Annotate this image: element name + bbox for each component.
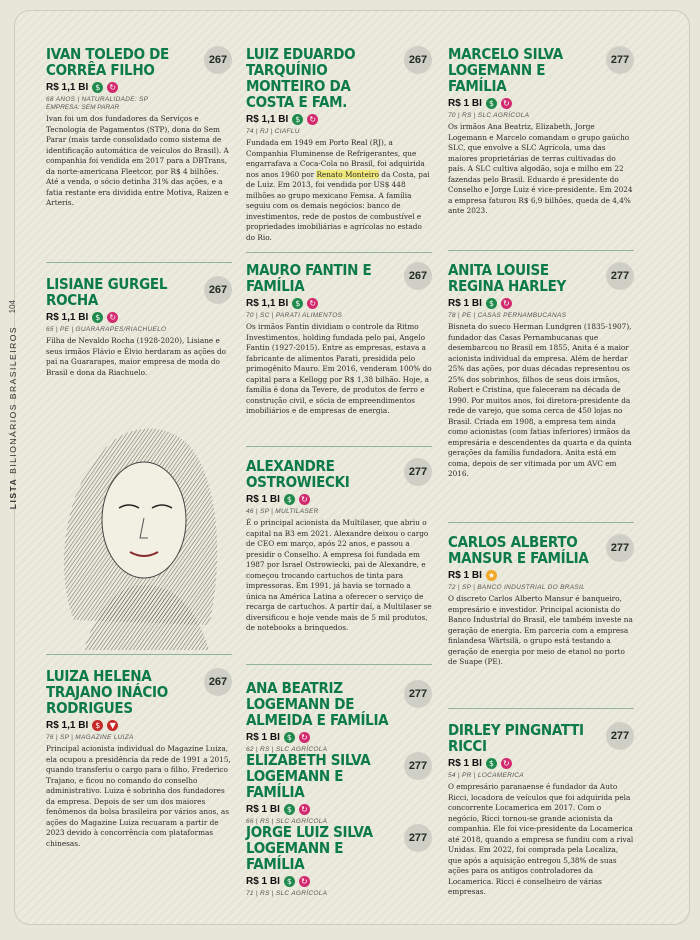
entry-name: JORGE LUIZ SILVA LOGEMANN E FAMÍLIA	[246, 823, 373, 873]
entry-jorge-logemann	[246, 824, 432, 897]
portrait-illustration	[44, 400, 234, 650]
entry-bio: O discreto Carlos Alberto Mansur é banqueiro, empresário e investidor. Principal acionista do Banco Industrial do Brasil, ele também investe na geração de energia. Em parceria com a empresa finlandesa Wärtsilä, o grupo está testando a geração de energia por meio de etanol no porto de Suape (PE).	[448, 594, 633, 666]
net-worth: R$ 1,1 BI	[46, 82, 89, 93]
dollar-icon: $	[486, 758, 497, 769]
entry-meta: 71 | RS | SLC AGRÍCOLA	[246, 890, 328, 897]
net-worth: R$ 1,1 BI	[46, 720, 89, 731]
inheritance-icon: ↻	[501, 758, 512, 769]
entry-name: LISIANE GURGEL ROCHA	[46, 275, 168, 309]
dollar-icon: $	[284, 494, 295, 505]
net-worth: R$ 1 BI	[246, 876, 280, 887]
dollar-icon: $	[292, 114, 303, 125]
entry-bio: Os irmãos Fantin dividiam o controle da Ritmo Investimentos, holding fundada pelo pai, Angelo Fantin (1927-2015). Entre as empresas, estava a fabricante de alimentos Parati, presidida pelo primogênito Mauro. Em 2016, venderam 100% do capital para a Kellogg por R$ 1,38 bilhão. Hoje, a família é dona da Tevere, de produtos de ferro e construção civil, e sócia de empreendimentos imobiliários e de empresas de energia.	[246, 322, 432, 415]
entry-name: DIRLEY PINGNATTI RICCI	[448, 721, 584, 755]
entry-meta: 65 | PE | GUARARAPES/RIACHUELO	[46, 326, 167, 333]
net-worth: R$ 1 BI	[448, 298, 482, 309]
entry-ana-beatriz-logemann	[246, 680, 432, 753]
dollar-icon: $	[92, 720, 103, 731]
entry-bio: Fundada em 1949 em Porto Real (RJ), a Companhia Fluminense de Refrigerantes, que engarrafava a Coca-Cola no Brasil, foi adquirida nos anos 1960 por Renato Monteiro da Costa, pai de Luiz. Em 2013, foi vendida por US$ 448 milhões ao grupo mexicano Femsa. A família seguiu com os demais negócios: banco de investimentos, rede de postos de combustível e propriedades imobiliárias e agrícolas no estado do Rio.	[246, 138, 430, 242]
entry-bio: Os irmãos Ana Beatriz, Elizabeth, Jorge Logemann e Marcelo comandam o grupo gaúcho SLC, que envolve a SLC Agrícola, uma das maiores proprietárias de terras cultivadas do país. A SLC cultiva algodão, soja e milho em 22 fazendas pelo Brasil. Eduardo é presidente do Conselho e Jorge Luiz é vice-presidente. Em 2024 a empresa faturou R$ 6,9 bilhões, queda de 4,4% ante 2023.	[448, 122, 633, 215]
entry-bio: Filha de Nevaldo Rocha (1928-2020), Lisiane e seus irmãos Flávio e Élvio herdaram as ações do pai na Guararapes, maior empresa de moda do Brasil e dona da Riachuelo.	[46, 336, 227, 377]
down-arrow-icon: ▼	[107, 720, 118, 731]
inheritance-icon: ↻	[107, 82, 118, 93]
dollar-icon: $	[92, 312, 103, 323]
net-worth: R$ 1 BI	[246, 494, 280, 505]
section-label: LISTA BILIONÁRIOS BRASILEIROS	[8, 326, 18, 510]
rank-badge: 277	[404, 752, 432, 780]
entry-company: EMPRESA: SEM PARAR	[46, 104, 120, 111]
entry-meta: 54 | PR | LOCAMERICA	[448, 772, 524, 779]
highlighted-text: Renato Monteiro	[316, 169, 379, 179]
entry-anita-harley	[448, 262, 634, 480]
inheritance-icon: ↻	[307, 298, 318, 309]
net-worth: R$ 1,1 BI	[246, 298, 289, 309]
inheritance-icon: ↻	[501, 98, 512, 109]
entry-name: ALEXANDRE OSTROWIECKI	[246, 457, 350, 491]
rank-badge: 277	[606, 534, 634, 562]
dollar-icon: $	[486, 298, 497, 309]
rank-badge: 267	[204, 668, 232, 696]
dollar-icon: $	[92, 82, 103, 93]
entry-alexandre-ostrowiecki	[246, 458, 432, 634]
entry-luiza-trajano	[46, 668, 232, 849]
dollar-icon: $	[284, 876, 295, 887]
rank-badge: 277	[606, 262, 634, 290]
inheritance-icon: ↻	[299, 876, 310, 887]
net-worth: R$ 1 BI	[246, 804, 280, 815]
net-worth: R$ 1 BI	[246, 732, 280, 743]
entry-bio: O empresário paranaense é fundador da Auto Ricci, locadora de veículos que foi adquirida pela concorrente Locamerica em 2017. Com o negócio, Ricci tornou-se grande acionista da companhia. Ele foi vice-presidente da Locamerica até 2018, quando a empresa se fundiu com a rival Unidas. Em 2022, foi comprada pela Localiza, que após a aquisição entregou 5,38% de suas ações para os antigos controladores da Locamerica. Ricci é conselheiro de várias empresas.	[448, 782, 634, 896]
rank-badge: 267	[204, 276, 232, 304]
net-worth: R$ 1 BI	[448, 758, 482, 769]
entry-name: LUIZA HELENA TRAJANO INÁCIO RODRIGUES	[46, 667, 168, 717]
rank-badge: 267	[404, 46, 432, 74]
side-label	[8, 300, 22, 540]
inheritance-icon: ↻	[299, 804, 310, 815]
rank-badge: 267	[404, 262, 432, 290]
inheritance-icon: ↻	[299, 494, 310, 505]
inheritance-icon: ↻	[299, 732, 310, 743]
entry-mauro-fantin	[246, 262, 432, 417]
entry-carlos-mansur	[448, 534, 634, 668]
entry-name: LUIZ EDUARDO TARQUÍNIO MONTEIRO DA COSTA E FAM.	[246, 45, 356, 111]
entry-bio: Bisneta do sueco Herman Lundgren (1835-1907), fundador das Casas Pernambucanas que desembarcou no Brasil em 1855, Anita é a maior acionista individual da empresa. Além de herdar 25% das ações, por duas décadas representou os 25% dos sobrinhos, filhos de seus dois irmãos, Robert e Cristina, que faleceram na década de 1990. Por muitos anos, foi diretora-presidente da rede de varejo, que soma cerca de 450 lojas no Brasil. Criada em 1908, a empresa tem ainda como acionistas (com fatias inferiores) irmãos da empresária e descendentes da quarta e da quinta gerações da família fundadora. Anita está em coma, depois de ser vitimada por um AVC em 2016.	[448, 322, 632, 478]
rank-badge: 277	[606, 722, 634, 750]
entry-name: ELIZABETH SILVA LOGEMANN E FAMÍLIA	[246, 751, 371, 801]
net-worth: R$ 1,1 BI	[246, 114, 289, 125]
entry-bio: Principal acionista individual do Magazine Luiza, ela ocupou a presidência da rede de 1991 a 2015, quando transferiu o cargo para o filho, Frederico Trajano, e ficou no comando do conselho administrativo. Luiza é sobrinha dos fundadores da empresa. Depois de ser um dos maiores fenômenos da bolsa brasileira por vários anos, as ações do Magazine Luiza recuaram a partir de 2023 devido à concorrência com plataformas chinesas.	[46, 744, 231, 848]
entry-dirley-ricci	[448, 722, 634, 898]
net-worth: R$ 1 BI	[448, 98, 482, 109]
entry-bio: Ivan foi um dos fundadores da Serviços e Tecnologia de Pagamentos (STP), dona do Sem Parar (mais tarde consolidado como sistema de identificação automática de veículos do Brasil). A companhia foi vendida em 2017 para a DBTrans, da norte-americana Fleetcor, por R$ 4 bilhões. Até a venda, o sócio detinha 31% das ações, e a fatia restante era dividida entre Motiva, Raizen e Arteris.	[46, 114, 229, 207]
entry-name: IVAN TOLEDO DE CORRÊA FILHO	[46, 45, 169, 79]
entry-meta: 46 | SP | MULTILASER	[246, 508, 319, 515]
entry-meta: 78 | PE | CASAS PERNAMBUCANAS	[448, 312, 567, 319]
entry-meta: 70 | SC | PARATI ALIMENTOS	[246, 312, 343, 319]
inheritance-icon: ↻	[307, 114, 318, 125]
entry-name: MAURO FANTIN E FAMÍLIA	[246, 261, 372, 295]
entry-marcelo-logemann	[448, 46, 634, 217]
entry-bio: É o principal acionista da Multilaser, que abriu o capital na B3 em 2021. Alexandre deixou o cargo de CEO em março, após 22 anos, e passou a presidir o Conselho. A empresa foi fundada em 1987 por Israel Ostrowiecki, pai de Alexandre, e começou trocando cartuchos de tinta para impressoras. Em 1991, já havia se tornado a única na América Latina a oferecer o serviço de recarga de cartuchos. A partir daí, a Multilaser se diversificou e hoje vende mais de 5 mil produtos, de notebooks a brinquedos.	[246, 518, 432, 632]
entry-name: MARCELO SILVA LOGEMANN E FAMÍLIA	[448, 45, 563, 95]
entry-elizabeth-logemann	[246, 752, 432, 825]
dollar-icon: $	[486, 98, 497, 109]
entry-meta: 66 | RS | SLC AGRÍCOLA	[246, 818, 328, 825]
dollar-icon: $	[292, 298, 303, 309]
entry-ivan-toledo	[46, 46, 232, 209]
entry-meta: 70 | RS | SLC AGRÍCOLA	[448, 112, 530, 119]
entry-name: ANA BEATRIZ LOGEMANN DE ALMEIDA E FAMÍLIA	[246, 679, 389, 729]
page-number: 104	[8, 300, 17, 314]
dollar-icon: $	[284, 804, 295, 815]
entry-name: ANITA LOUISE REGINA HARLEY	[448, 261, 566, 295]
entry-meta: 74 | RJ | CIAFLU	[246, 128, 300, 135]
net-worth: R$ 1 BI	[448, 570, 482, 581]
star-icon: ★	[487, 571, 495, 580]
entry-meta: 72 | SP | BANCO INDUSTRIAL DO BRASIL	[448, 584, 585, 591]
inheritance-icon: ↻	[107, 312, 118, 323]
rank-badge: 267	[204, 46, 232, 74]
entry-luiz-eduardo	[246, 46, 432, 243]
rank-badge: 277	[606, 46, 634, 74]
rank-badge: 277	[404, 458, 432, 486]
rank-badge: 277	[404, 680, 432, 708]
net-worth: R$ 1,1 BI	[46, 312, 89, 323]
entry-meta: 76 | SP | MAGAZINE LUIZA	[46, 734, 134, 741]
dollar-icon: $	[284, 732, 295, 743]
entry-name: CARLOS ALBERTO MANSUR E FAMÍLIA	[448, 533, 589, 567]
entry-meta: 68 ANOS | NATURALIDADE: SP	[46, 96, 149, 103]
entry-lisiane-rocha	[46, 276, 232, 378]
rank-badge: 277	[404, 824, 432, 852]
entry-meta: 62 | RS | SLC AGRÍCOLA	[246, 746, 328, 753]
inheritance-icon: ↻	[501, 298, 512, 309]
